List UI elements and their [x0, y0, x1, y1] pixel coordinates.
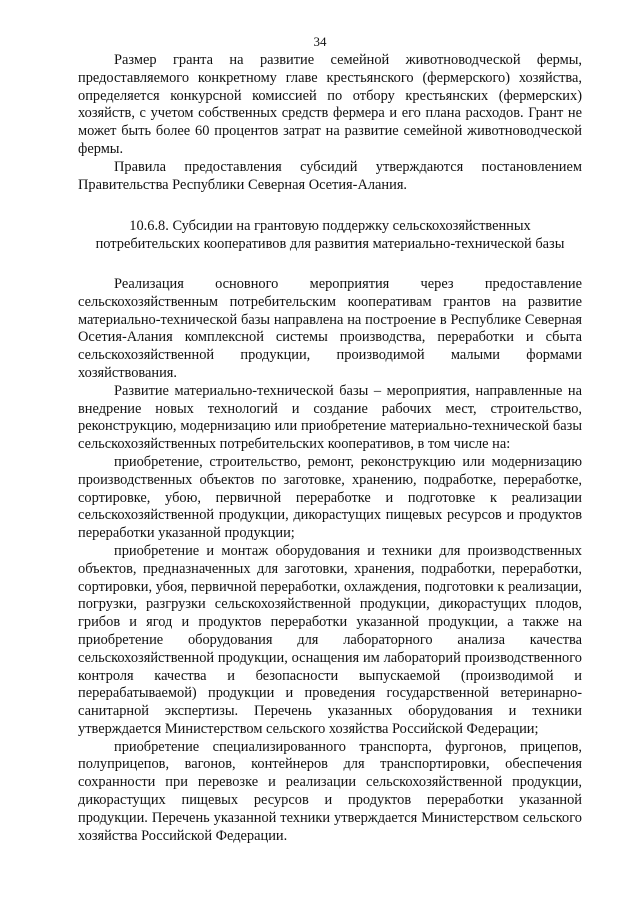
document-body [78, 52, 582, 845]
paragraph-material-base: Развитие материально-технической базы – мероприятия, направленные на внедрение новых технологий и создание рабочих мест, строительство, реконструкцию, модернизацию или приобретение материально-технической базы сельскохозяйственных потребительских кооперативов, в том числе на: [78, 382, 582, 453]
paragraph-list-item-construction: приобретение, строительство, ремонт, реконструкцию или модернизацию производственных объектов по заготовке, хранению, подработке, переработке, сортировке, убою, первичной переработке и подготовке к реализации сельскохозяйственной продукции, дикорастущих пищевых ресурсов и продуктов переработки указанной продукции; [78, 453, 582, 542]
section-heading [78, 218, 582, 254]
page-number: 34 [313, 34, 327, 49]
paragraph-implementation: Реализация основного мероприятия через предоставление сельскохозяйственным потребительским кооперативам грантов на развитие материально-технической базы направлена на построение в Республике Северная Осетия-Алания комплексной системы производства, переработки и сбыта сельскохозяйственной продукции, производимой малыми формами хозяйствования. [78, 275, 582, 381]
paragraph-subsidy-rules: Правила предоставления субсидий утверждаются постановлением Правительства Республики Северная Осетия-Алания. [78, 158, 582, 193]
section-heading-line-2: потребительских кооперативов для развития материально-технической базы [95, 236, 565, 253]
paragraph-grant-size: Размер гранта на развитие семейной животноводческой фермы, предоставляемого конкретному главе крестьянского (фермерского) хозяйства, определяется конкурсной комиссией по отбору крестьянских (фермерских) хозяйств, с учетом собственных средств фермера и его плана расходов. Грант не может быть более 60 процентов затрат на развитие семейной животноводческой фермы. [78, 52, 582, 157]
paragraph-list-item-transport: приобретение специализированного транспорта, фургонов, прицепов, полуприцепов, вагонов, контейнеров для транспортировки, обеспечения сохранности при перевозке и реализации сельскохозяйственной продукции, дикорастущих пищевых ресурсов и продуктов переработки указанной продукции. Перечень указанной техники утверждается Министерством сельского хозяйства Российской Федерации. [78, 738, 582, 844]
paragraph-list-item-equipment: приобретение и монтаж оборудования и техники для производственных объектов, предназначенных для заготовки, хранения, подработки, переработки, сортировки, убоя, первичной переработки, охлаждения, подготовки к реализации, погрузки, разгрузки сельскохозяйственной продукции, дикорастущих плодов, грибов и ягод и продуктов переработки указанной продукции, а также на приобретение оборудования для лабораторного анализа качества сельскохозяйственной продукции, оснащения им лабораторий производственного контроля качества и безопасности выпускаемой (производимой и перерабатываемой) продукции и проведения государственной ветеринарно-санитарной экспертизы. Перечень указанных оборудования и техники утверждается Министерством сельского хозяйства Российской Федерации; [78, 542, 582, 737]
section-heading-line-1: 10.6.8. Субсидии на грантовую поддержку сельскохозяйственных [129, 218, 531, 235]
